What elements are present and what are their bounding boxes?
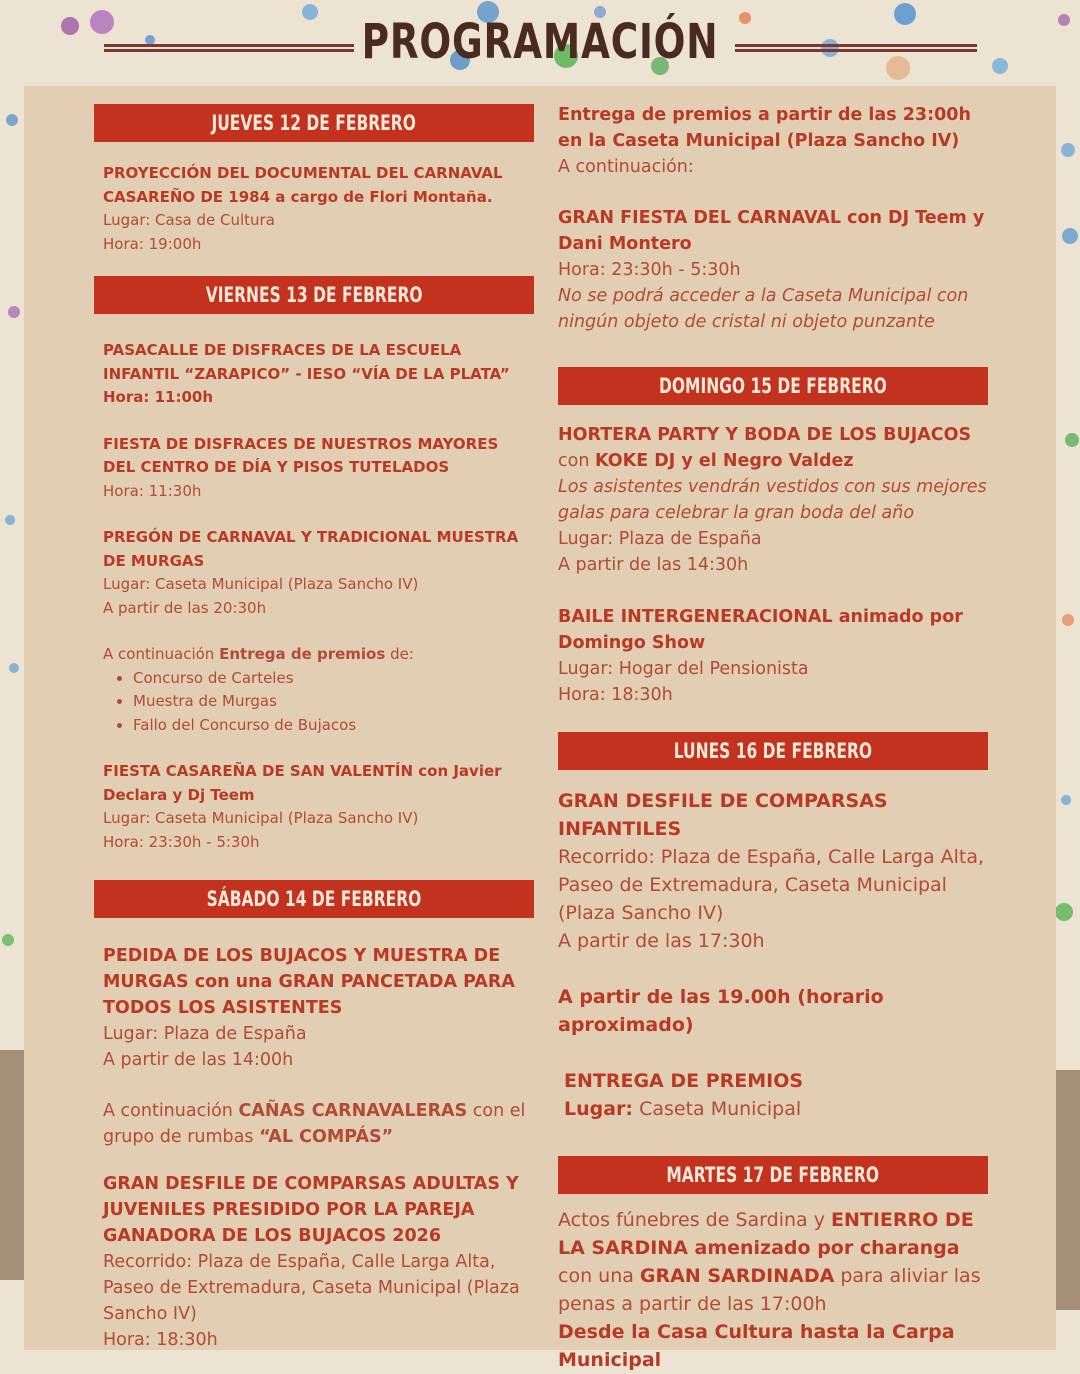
event-fiesta-mayores bbox=[103, 433, 534, 504]
list-item: • Fallo del Concurso de Bujacos bbox=[133, 714, 534, 738]
event-time: A partir de las 20:30h bbox=[103, 598, 267, 617]
text-mid: con el grupo de rumbas bbox=[103, 1101, 526, 1147]
event-san-valentin bbox=[103, 760, 534, 854]
list-item: • Muestra de Murgas bbox=[133, 690, 534, 714]
event-time: Hora: 23:30h - 5:30h bbox=[103, 832, 260, 851]
event-time: Hora: 19:00h bbox=[103, 234, 202, 253]
event-desfile-infantiles bbox=[558, 787, 988, 955]
event-entrega-premios bbox=[103, 643, 534, 737]
event-entrega-premios-sabado bbox=[558, 102, 988, 180]
event-title: GRAN DESFILE DE COMPARSAS ADULTAS Y JUVENILES PRESIDIDO POR LA PAREJA GANADORA DE LOS BUJACOS 2026 bbox=[103, 1174, 519, 1246]
premios-list bbox=[103, 667, 534, 738]
event-title: FIESTA DE DISFRACES DE NUESTROS MAYORES DEL CENTRO DE DÍA Y PISOS TUTELADOS bbox=[103, 434, 499, 476]
event-route: Desde la Casa Cultura hasta la Carpa Municipal bbox=[558, 1321, 955, 1371]
event-route: Recorrido: Plaza de España, Calle Larga Alta, Paseo de Extremadura, Caseta Municipal (Plaza Sancho IV) bbox=[103, 1252, 520, 1324]
right-column bbox=[558, 104, 988, 1374]
event-entrega-premios-lunes bbox=[564, 1067, 988, 1123]
event-pregon bbox=[103, 526, 534, 620]
event-time: Hora: 18:30h bbox=[558, 685, 673, 705]
text: con una bbox=[558, 1265, 640, 1287]
event-time: A partir de las 14:00h bbox=[103, 1050, 294, 1070]
text-bold: GRAN SARDINADA bbox=[639, 1265, 835, 1287]
event-location: Lugar: Plaza de España bbox=[558, 529, 762, 549]
text-bold: Entrega de premios bbox=[219, 645, 386, 663]
event-performer: KOKE DJ y el Negro Valdez bbox=[594, 451, 854, 471]
text-bold: CAÑAS CARNAVALERAS bbox=[238, 1101, 468, 1121]
day-header-sabado: SÁBADO 14 DE FEBRERO bbox=[94, 880, 534, 918]
event-desfile-adultas bbox=[103, 1171, 534, 1353]
text-post: de: bbox=[385, 645, 414, 663]
event-location: Lugar: Hogar del Pensionista bbox=[558, 659, 809, 679]
event-gran-fiesta bbox=[558, 205, 988, 335]
event-warning: No se podrá acceder a la Caseta Municipal con ningún objeto de cristal ni objeto punzante bbox=[558, 286, 969, 332]
day-header-domingo: DOMINGO 15 DE FEBRERO bbox=[558, 367, 988, 405]
event-time: Hora: 18:30h bbox=[103, 1330, 218, 1350]
event-time: Hora: 11:30h bbox=[103, 481, 202, 500]
event-title: PROYECCIÓN DEL DOCUMENTAL DEL CARNAVAL CASAREÑO DE 1984 a cargo de Flori Montaña. bbox=[103, 164, 503, 206]
event-entierro-sardina bbox=[558, 1206, 988, 1374]
event-description: Los asistentes vendrán vestidos con sus mejores galas para celebrar la gran boda del año bbox=[558, 477, 987, 523]
event-location: Lugar: Plaza de España bbox=[103, 1024, 307, 1044]
text-bold: “AL COMPÁS” bbox=[259, 1127, 394, 1147]
left-column bbox=[94, 104, 534, 1353]
event-title: GRAN DESFILE DE COMPARSAS INFANTILES bbox=[558, 790, 888, 840]
event-location: Caseta Municipal bbox=[633, 1098, 802, 1120]
event-location: Lugar: Caseta Municipal (Plaza Sancho IV) bbox=[103, 575, 419, 593]
day-header-viernes: VIERNES 13 DE FEBRERO bbox=[94, 276, 534, 314]
event-canas bbox=[103, 1098, 534, 1150]
event-title: GRAN FIESTA DEL CARNAVAL con DJ Teem y Dani Montero bbox=[558, 208, 985, 254]
event-title: BAILE INTERGENERACIONAL animado por Domingo Show bbox=[558, 607, 963, 653]
event-baile bbox=[558, 604, 988, 708]
text: Actos fúnebres de Sardina y bbox=[558, 1209, 831, 1231]
text-pre: A continuación bbox=[103, 1101, 239, 1121]
event-horario-aproximado bbox=[558, 983, 988, 1039]
event-location: Lugar: Casa de Cultura bbox=[103, 211, 275, 229]
text-bold: ENTIERRO DE LA SARDINA amenizado por charanga bbox=[558, 1209, 974, 1259]
text-mid: con bbox=[558, 451, 595, 471]
event-title: PASACALLE DE DISFRACES DE LA ESCUELA INFANTIL “ZARAPICO” - IESO “VÍA DE LA PLATA” bbox=[103, 341, 510, 383]
day-header-martes: MARTES 17 DE FEBRERO bbox=[558, 1156, 988, 1194]
event-pasacalle bbox=[103, 339, 534, 410]
event-pedida-bujacos bbox=[103, 943, 534, 1073]
text-pre: A continuación bbox=[103, 645, 220, 663]
event-title: HORTERA PARTY Y BODA DE LOS BUJACOS bbox=[558, 425, 972, 445]
event-time: Hora: 23:30h - 5:30h bbox=[558, 260, 741, 280]
text: para aliviar las penas a partir de las 17:00h bbox=[558, 1265, 981, 1315]
event-route: Recorrido: Plaza de España, Calle Larga Alta, Paseo de Extremadura, Caseta Municipal (Plaza Sancho IV) bbox=[558, 846, 985, 924]
day-header-jueves: JUEVES 12 DE FEBRERO bbox=[94, 104, 534, 142]
list-item: • Concurso de Carteles bbox=[133, 667, 534, 691]
event-title: Entrega de premios a partir de las 23:00h en la Caseta Municipal (Plaza Sancho IV) bbox=[558, 105, 971, 151]
event-proyeccion bbox=[103, 162, 534, 256]
event-hortera-party bbox=[558, 422, 988, 578]
event-note: A continuación: bbox=[558, 157, 694, 177]
event-time: Hora: 11:00h bbox=[103, 388, 214, 406]
event-time: A partir de las 17:30h bbox=[558, 930, 765, 952]
event-title: ENTREGA DE PREMIOS bbox=[564, 1070, 804, 1092]
event-title: A partir de las 19.00h (horario aproximado) bbox=[558, 986, 884, 1036]
event-title: PREGÓN DE CARNAVAL Y TRADICIONAL MUESTRA DE MURGAS bbox=[103, 528, 519, 570]
location-label: Lugar: bbox=[564, 1098, 634, 1120]
event-location: Lugar: Caseta Municipal (Plaza Sancho IV) bbox=[103, 809, 419, 827]
page-title: PROGRAMACIÓN bbox=[361, 14, 719, 70]
event-time: A partir de las 14:30h bbox=[558, 555, 749, 575]
day-header-lunes: LUNES 16 DE FEBRERO bbox=[558, 732, 988, 770]
event-title: FIESTA CASAREÑA DE SAN VALENTÍN con Javier Declara y Dj Teem bbox=[103, 762, 502, 804]
event-title: PEDIDA DE LOS BUJACOS Y MUESTRA DE MURGAS con una GRAN PANCETADA PARA TODOS LOS ASISTENTES bbox=[103, 946, 515, 1018]
